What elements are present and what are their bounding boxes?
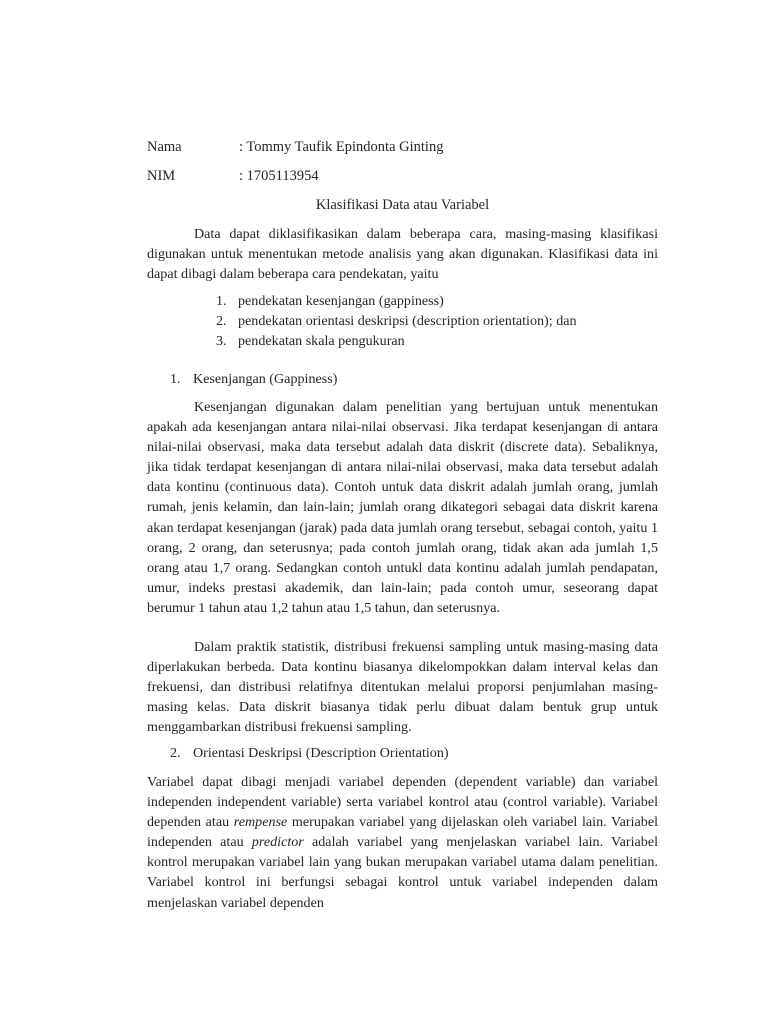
intro-list xyxy=(216,291,577,351)
section2-text-b: merupakan variabel yang dijelaskan oleh variabel lain. Variabel independen atau xyxy=(147,814,658,851)
list-text: pendekatan kesenjangan (gappiness) xyxy=(238,293,444,309)
document-title: Klasifikasi Data atau Variabel xyxy=(315,197,490,213)
section2-emphasis-rempense: rempense xyxy=(233,814,288,831)
list-text: pendekatan skala pengukuran xyxy=(238,333,405,349)
section1-paragraph1: Kesenjangan digunakan dalam penelitian yang bertujuan untuk menentukan apakah ada kesenjangan antara nilai-nilai observasi. Jika terdapat kesenjangan di antara nilai-nilai observasi, maka data tersebut adalah data diskrit (discrete data). Sebaliknya, jika tidak terdapat kesenjangan di antara nilai-nilai observasi, maka data tersebut adalah data kontinu (continuous data). Contoh untuk data diskrit adalah jumlah orang, jumlah rumah, jenis kelamin, dan lain-lain; jumlah orang dikategori sebagai data diskrit karena akan terdapat kesenjangan (jarak) pada data jumlah orang tersebut, sebagai contoh, yaitu 1 orang, 2 orang, dan seterusnya; pada contoh jumlah orang, tidak akan ada jumlah 1,5 orang atau 1,7 orang. Sedangkan contoh untukl data kontinu adalah jumlah pendapatan, umur, indeks prestasi akademik, dan lain-lain; pada contoh umur, seseorang dapat berumur 1 tahun atau 1,2 tahun atau 1,5 tahun, dan seterusnya. xyxy=(147,399,658,616)
name-value: : Tommy Taufik Epindonta Ginting xyxy=(239,139,444,155)
list-text: pendekatan orientasi deskripsi (description orientation); dan xyxy=(238,313,577,329)
list-item xyxy=(216,311,577,331)
section2-text-c: adalah variabel yang menjelaskan variabel lain. Variabel kontrol merupakan variabel lain yang bukan merupakan variabel utama dalam penelitian. Variabel kontrol ini berfungsi sebagai kontrol untuk variabel independen dalam menjelaskan variabel dependen xyxy=(147,834,658,911)
list-item xyxy=(216,291,577,311)
section1-number: 1. xyxy=(170,371,181,387)
nim-value: : 1705113954 xyxy=(239,168,319,184)
list-number: 2. xyxy=(216,313,227,329)
section1-heading xyxy=(170,370,337,388)
intro-paragraph: Data dapat diklasifikasikan dalam beberapa cara, masing-masing klasifikasi digunakan untuk menentukan metode analisis yang akan digunakan. Klasifikasi data ini dapat dibagi dalam beberapa cara pendekatan, yaitu xyxy=(147,226,658,283)
list-number: 1. xyxy=(216,293,227,309)
section2-paragraph xyxy=(147,772,658,913)
section2-emphasis-predictor: predictor xyxy=(251,834,304,851)
intro-paragraph-block xyxy=(147,224,658,284)
section1-paragraph2-block xyxy=(147,637,658,737)
nim-label: NIM xyxy=(147,168,176,184)
name-label: Nama xyxy=(147,139,182,155)
section1-paragraph1-block xyxy=(147,397,658,618)
section2-heading xyxy=(170,744,449,762)
list-number: 3. xyxy=(216,333,227,349)
section1-title: Kesenjangan (Gappiness) xyxy=(193,371,338,387)
list-item xyxy=(216,331,577,351)
section1-paragraph2: Dalam praktik statistik, distribusi frekuensi sampling untuk masing-masing data diperlakukan berbeda. Data kontinu biasanya dikelompokkan dalam interval kelas dan frekuensi, dan distribusi relatifnya ditentukan melalui proporsi penjumlahan masing-masing kelas. Data diskrit biasanya tidak perlu dibuat dalam bentuk grup untuk menggambarkan distribusi frekuensi sampling. xyxy=(147,639,658,736)
section2-paragraph-block xyxy=(147,772,658,913)
section2-title: Orientasi Deskripsi (Description Orientation) xyxy=(193,745,449,761)
section2-number: 2. xyxy=(170,745,181,761)
section2-text-a: Variabel dapat dibagi menjadi variabel dependen (dependent variable) dan variabel independen independent variable) serta variabel kontrol atau (control variable). Variabel dependen atau xyxy=(147,774,658,831)
